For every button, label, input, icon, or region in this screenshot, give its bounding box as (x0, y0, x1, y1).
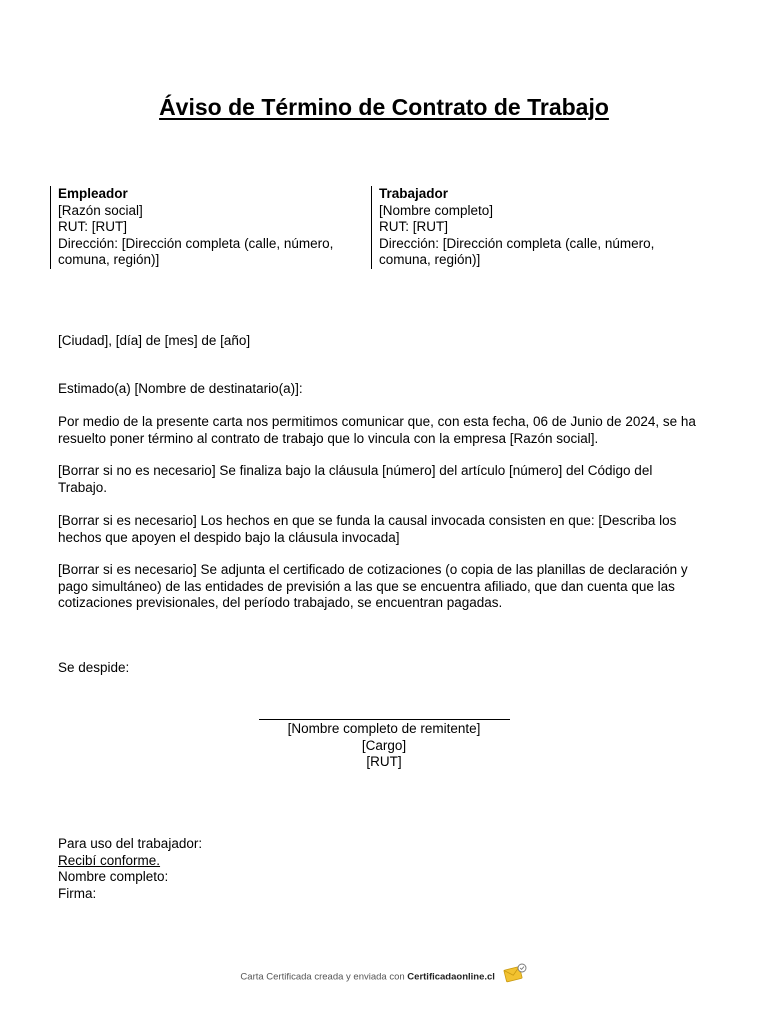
signature-rut: [RUT] (366, 754, 402, 769)
signature-name: [Nombre completo de remitente] (287, 721, 481, 736)
paragraph-clause (58, 463, 718, 496)
signature-line (259, 719, 510, 720)
paragraph-line: [Borrar si es necesario] Se adjunta el certificado de cotizaciones (o copia de las planillas de declaración y (58, 562, 688, 577)
worker-block (371, 186, 679, 269)
paragraph-facts (58, 513, 718, 546)
worker-rut: RUT: [RUT] (379, 219, 448, 234)
paragraph-line: cotizaciones previsionales, del período trabajado, se encuentran pagadas. (58, 595, 503, 610)
worker-use-section (58, 836, 718, 902)
footer (0, 964, 768, 990)
greeting: Estimado(a) [Nombre de destinatario(a)]: (58, 381, 303, 396)
paragraph-notice (58, 414, 718, 447)
worker-label: Trabajador (379, 186, 449, 201)
document-title: Áviso de Término de Contrato de Trabajo (159, 94, 609, 120)
employer-rut: RUT: [RUT] (58, 219, 127, 234)
signature-position: [Cargo] (361, 738, 407, 753)
paragraph-line: Por medio de la presente carta nos permitimos comunicar que, con esta fecha, 06 de Junio de 2024, se ha (58, 414, 696, 429)
worker-signature-field: Firma: (58, 885, 97, 901)
worker-full-name-field: Nombre completo: (58, 869, 169, 884)
paragraph-line: hechos que apoyen el despido bajo la cláusula invocada] (58, 529, 400, 545)
footer-text: Carta Certificada creada y enviada con (240, 971, 405, 983)
worker-name: [Nombre completo] (379, 202, 494, 218)
employer-address-line2: comuna, región)] (58, 252, 160, 267)
paragraph-line: Trabajo. (58, 479, 108, 495)
worker-address-line1: Dirección: [Dirección completa (calle, número, (379, 235, 655, 251)
employer-label: Empleador (58, 186, 128, 201)
footer-brand: Certificadaonline.cl (407, 971, 495, 983)
employer-block (50, 186, 358, 269)
worker-use-heading: Para uso del trabajador: (58, 836, 203, 851)
paragraph-line: [Borrar si no es necesario] Se finaliza bajo la cláusula [número] del artículo [número] del Código del (58, 463, 653, 478)
paragraph-line: pago simultáneo) de las entidades de previsión a las que se encuentra afiliado, que dan cuenta que las (58, 578, 675, 594)
received-conform: Recibí conforme. (58, 852, 161, 868)
employer-name: [Razón social] (58, 202, 143, 218)
paragraph-line: resuelto poner término al contrato de trabajo que lo vincula con la empresa [Razón social]. (58, 430, 599, 446)
paragraph-line: [Borrar si es necesario] Los hechos en que se funda la causal invocada consisten en que: [Describa los (58, 513, 677, 528)
closing: Se despide: (58, 660, 130, 675)
paragraph-contributions (58, 562, 718, 612)
place-date: [Ciudad], [día] de [mes] de [año] (58, 333, 251, 348)
employer-address-line1: Dirección: [Dirección completa (calle, número, (58, 235, 334, 251)
certified-envelope-icon (502, 962, 528, 988)
worker-address-line2: comuna, región)] (379, 252, 481, 267)
